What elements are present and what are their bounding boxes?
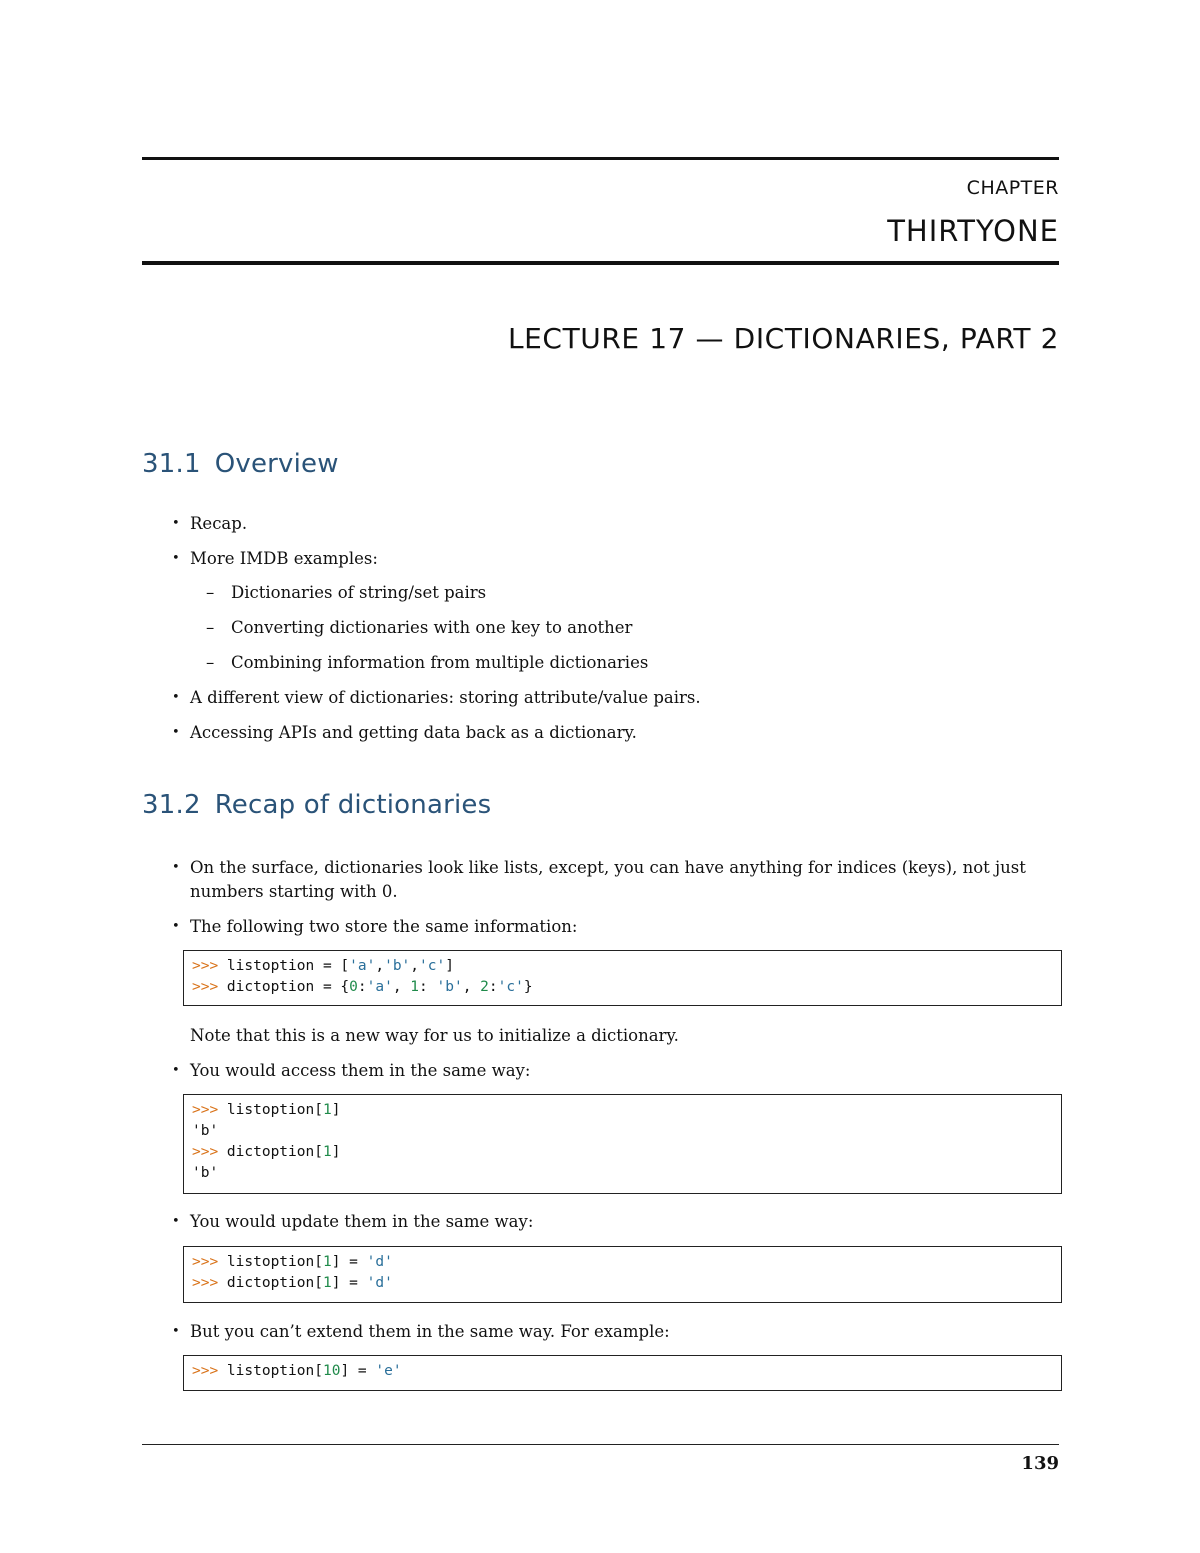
code-number: 1: [322, 1144, 332, 1160]
list-item: [172, 686, 1064, 710]
code-string: 'a': [366, 979, 393, 995]
code-text: ,: [375, 958, 385, 974]
chapter-name: THIRTYONE: [887, 214, 1059, 248]
code-text: ]: [331, 1102, 341, 1118]
code-text: listoption[: [218, 1254, 323, 1270]
code-text: ] =: [340, 1363, 376, 1379]
list-item-text: Recap.: [190, 514, 248, 533]
code-text: listoption[: [218, 1363, 323, 1379]
section-heading-recap: [142, 790, 491, 820]
list-item-text: You would access them in the same way:: [190, 1061, 531, 1080]
sub-list-item: – Converting dictionaries with one key to another: [206, 616, 1064, 640]
note-paragraph: Note that this is a new way for us to initialize a dictionary.: [190, 1026, 679, 1045]
code-text: dictoption[: [218, 1144, 323, 1160]
chapter-label: CHAPTER: [966, 177, 1059, 199]
list-item: [172, 1210, 1064, 1234]
sub-list-item: – Combining information from multiple dictionaries: [206, 651, 1064, 675]
recap-list-1: [172, 856, 1064, 939]
overview-list: [172, 512, 1064, 745]
code-number: 10: [322, 1363, 341, 1379]
code-text: ] =: [331, 1275, 367, 1291]
code-string: 'a': [349, 958, 376, 974]
list-item: [172, 1320, 1064, 1344]
code-text: dictoption = {: [218, 979, 350, 995]
code-prompt: >>>: [192, 1363, 219, 1379]
code-text: ] =: [331, 1254, 367, 1270]
code-prompt: >>>: [192, 1254, 219, 1270]
code-text: dictoption[: [218, 1275, 323, 1291]
code-string: 'c': [497, 979, 524, 995]
list-item-text: Accessing APIs and getting data back as a dictionary.: [190, 723, 637, 742]
code-text: listoption[: [218, 1102, 323, 1118]
code-line: [192, 1361, 1053, 1382]
list-item: [172, 547, 1064, 675]
code-line: [192, 1142, 1053, 1163]
chapter-bottom-rule: [142, 261, 1059, 265]
code-string: 'c': [419, 958, 446, 974]
code-number: 1: [322, 1254, 332, 1270]
page-number: 139: [1021, 1453, 1059, 1474]
code-number: 1: [410, 979, 420, 995]
code-line: [192, 1273, 1053, 1294]
code-string: 'd': [366, 1254, 393, 1270]
list-item: [172, 915, 1064, 939]
code-prompt: >>>: [192, 979, 219, 995]
list-item: [172, 856, 1064, 904]
code-line: [192, 977, 1053, 998]
footer-rule: [142, 1444, 1059, 1445]
code-text: ,: [462, 979, 481, 995]
code-line: [192, 1100, 1053, 1121]
code-text: listoption = [: [218, 958, 350, 974]
sub-list: [190, 581, 1064, 675]
list-item-text: You would update them in the same way:: [190, 1212, 534, 1231]
code-text: ,: [410, 958, 420, 974]
section-number: 31.2: [142, 790, 201, 820]
chapter-top-rule: [142, 157, 1059, 160]
code-prompt: >>>: [192, 1102, 219, 1118]
code-prompt: >>>: [192, 958, 219, 974]
list-item: [172, 1059, 1064, 1083]
section-title: Recap of dictionaries: [214, 790, 492, 820]
code-text: }: [523, 979, 533, 995]
code-line: [192, 956, 1053, 977]
page-title: LECTURE 17 — DICTIONARIES, PART 2: [507, 322, 1059, 355]
section-title: Overview: [214, 449, 339, 479]
code-text: :: [357, 979, 367, 995]
code-text: ,: [392, 979, 411, 995]
code-block-extend: [183, 1355, 1062, 1391]
code-output: 'b': [192, 1123, 219, 1139]
code-text: :: [488, 979, 498, 995]
code-text: ]: [445, 958, 454, 974]
code-string: 'b': [436, 979, 463, 995]
code-string: 'b': [384, 958, 411, 974]
list-item: [172, 512, 1064, 536]
sub-list-item: – Dictionaries of string/set pairs: [206, 581, 1064, 605]
code-number: 1: [322, 1102, 332, 1118]
list-item-text: More IMDB examples:: [190, 549, 378, 568]
list-item-text: The following two store the same information:: [190, 917, 578, 936]
code-block-access: [183, 1094, 1062, 1194]
code-text: :: [419, 979, 437, 995]
code-output: 'b': [192, 1165, 219, 1181]
list-item-text: On the surface, dictionaries look like lists, except, you can have anything for indices (keys), not just numbers starting with 0.: [190, 858, 1026, 901]
code-string: 'e': [375, 1363, 402, 1379]
code-string: 'd': [366, 1275, 393, 1291]
code-prompt: >>>: [192, 1275, 219, 1291]
code-line: [192, 1252, 1053, 1273]
list-item-text: But you can’t extend them in the same way. For example:: [190, 1322, 670, 1341]
list-item: [172, 721, 1064, 745]
recap-list-4: [172, 1320, 1064, 1344]
recap-list-2: [172, 1059, 1064, 1083]
recap-list-3: [172, 1210, 1064, 1234]
code-number: 0: [349, 979, 358, 995]
code-number: 1: [322, 1275, 332, 1291]
section-heading-overview: [142, 449, 339, 479]
section-number: 31.1: [142, 449, 201, 479]
code-prompt: >>>: [192, 1144, 219, 1160]
code-text: ]: [331, 1144, 341, 1160]
code-number: 2: [480, 979, 489, 995]
list-item-text: A different view of dictionaries: storing attribute/value pairs.: [190, 688, 701, 707]
code-block-update: [183, 1246, 1062, 1303]
code-block-definition: [183, 950, 1062, 1006]
